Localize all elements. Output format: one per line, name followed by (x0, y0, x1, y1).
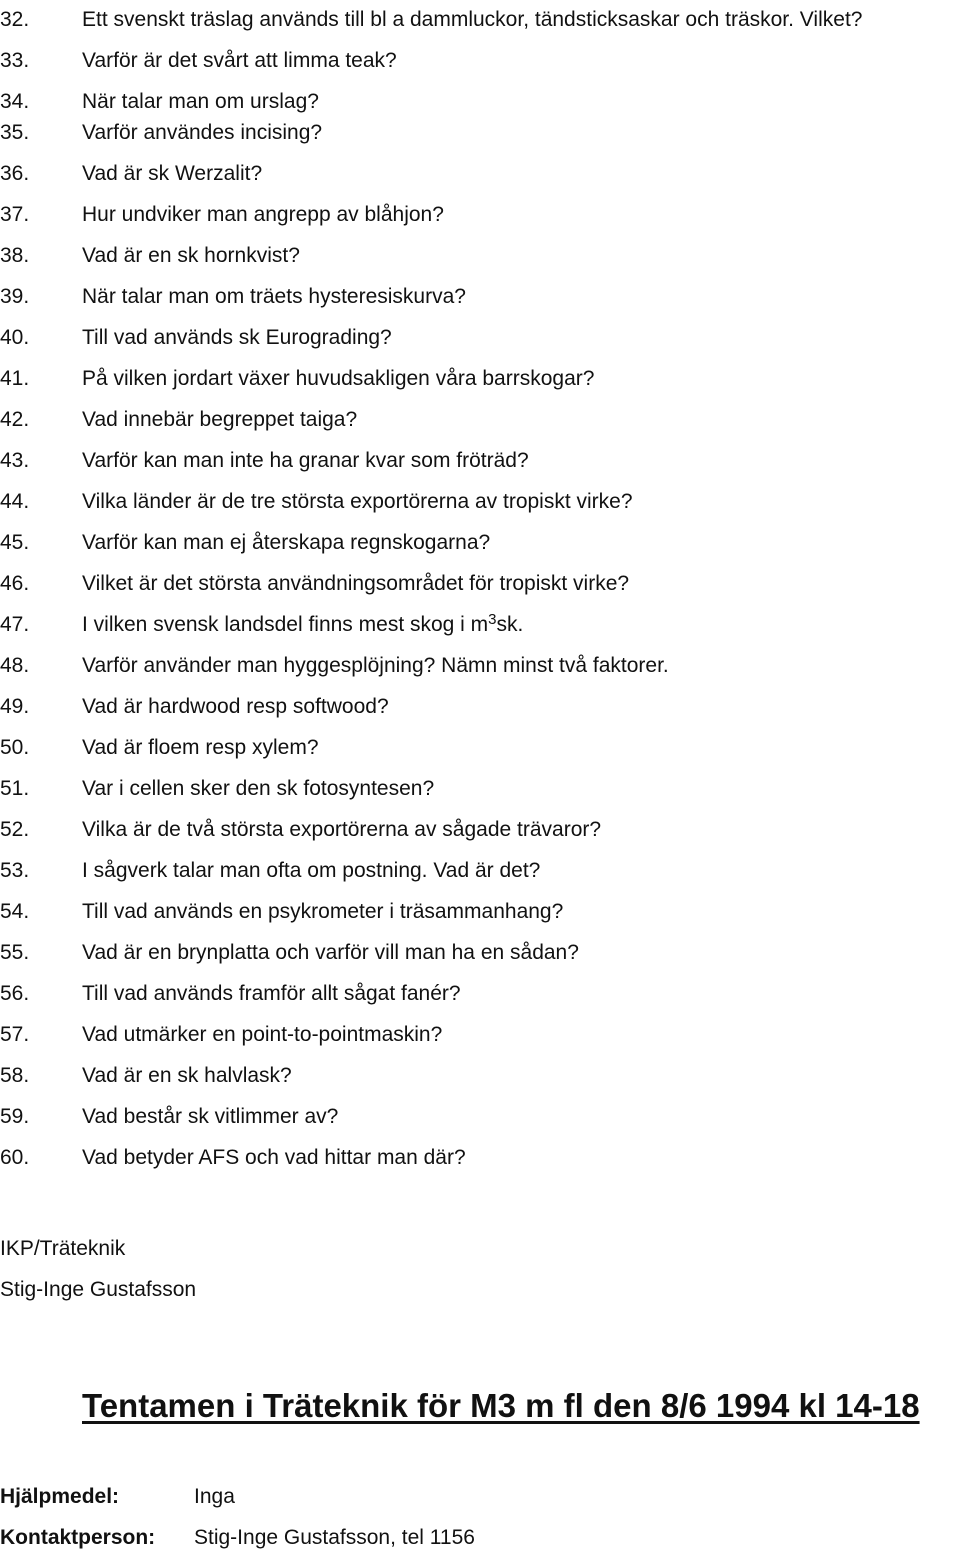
question-number: 41. (0, 367, 30, 390)
contact-label: Kontaktperson: (0, 1526, 156, 1549)
question-text-main: I vilken svensk landsdel finns mest skog i m (82, 613, 489, 636)
question-number: 56. (0, 982, 30, 1005)
question-number: 45. (0, 531, 30, 554)
question-number: 36. (0, 162, 30, 185)
question-number: 40. (0, 326, 30, 349)
question-text: Vad innebär begreppet taiga? (82, 408, 358, 431)
question-text: Vilka länder är de tre största exportörerna av tropiskt virke? (82, 490, 633, 513)
question-text: Vad är floem resp xylem? (82, 736, 319, 759)
aids-label: Hjälpmedel: (0, 1485, 120, 1508)
question-text: Vad utmärker en point-to-pointmaskin? (82, 1023, 443, 1046)
question-number: 58. (0, 1064, 30, 1087)
question-text: Till vad används sk Eurograding? (82, 326, 392, 349)
question-number: 34. (0, 90, 30, 113)
superscript-exponent: 3 (488, 611, 497, 628)
question-text: Till vad används en psykrometer i träsammanhang? (82, 900, 564, 923)
question-number: 43. (0, 449, 30, 472)
question-number: 53. (0, 859, 30, 882)
question-text: Var i cellen sker den sk fotosyntesen? (82, 777, 435, 800)
question-number: 51. (0, 777, 30, 800)
question-text: Varför användes incising? (82, 121, 323, 144)
question-number: 32. (0, 8, 30, 31)
question-number: 52. (0, 818, 30, 841)
question-text: Vilket är det största användningsområdet för tropiskt virke? (82, 572, 630, 595)
aids-value: Inga (194, 1485, 235, 1508)
question-text: Vad betyder AFS och vad hittar man där? (82, 1146, 466, 1169)
question-text: Vad är en brynplatta och varför vill man ha en sådan? (82, 941, 579, 964)
question-number: 46. (0, 572, 30, 595)
question-number: 60. (0, 1146, 30, 1169)
question-text: Ett svenskt träslag används till bl a dammluckor, tändsticksaskar och träskor. Vilket? (82, 8, 863, 31)
question-number: 50. (0, 736, 30, 759)
question-number: 33. (0, 49, 30, 72)
contact-value: Stig-Inge Gustafsson, tel 1156 (194, 1526, 475, 1549)
question-text: Varför kan man inte ha granar kvar som fröträd? (82, 449, 529, 472)
question-number: 47. (0, 613, 30, 636)
question-text: Vad är sk Werzalit? (82, 162, 263, 185)
question-number: 42. (0, 408, 30, 431)
question-number: 49. (0, 695, 30, 718)
question-text (82, 610, 523, 640)
question-text: Hur undviker man angrepp av blåhjon? (82, 203, 444, 226)
question-number: 37. (0, 203, 30, 226)
question-text: Vad är en sk hornkvist? (82, 244, 300, 267)
question-number: 38. (0, 244, 30, 267)
question-number: 48. (0, 654, 30, 677)
question-text: På vilken jordart växer huvudsakligen våra barrskogar? (82, 367, 595, 390)
question-text: Varför är det svårt att limma teak? (82, 49, 397, 72)
question-text: Vad är hardwood resp softwood? (82, 695, 389, 718)
question-text: När talar man om träets hysteresiskurva? (82, 285, 466, 308)
exam-title: Tentamen i Träteknik för M3 m fl den 8/6 1994 kl 14-18 (82, 1387, 920, 1424)
question-number: 57. (0, 1023, 30, 1046)
question-text: Vad är en sk halvlask? (82, 1064, 292, 1087)
question-number: 55. (0, 941, 30, 964)
question-number: 35. (0, 121, 30, 144)
department-line: IKP/Träteknik (0, 1237, 126, 1260)
question-text: Vad består sk vitlimmer av? (82, 1105, 339, 1128)
question-number: 39. (0, 285, 30, 308)
author-line: Stig-Inge Gustafsson (0, 1278, 197, 1301)
question-text: När talar man om urslag? (82, 90, 319, 113)
question-text: Varför använder man hyggesplöjning? Nämn minst två faktorer. (82, 654, 669, 677)
question-text-suffix: sk. (496, 613, 524, 636)
question-number: 59. (0, 1105, 30, 1128)
question-text: Vilka är de två största exportörerna av sågade trävaror? (82, 818, 602, 841)
question-number: 54. (0, 900, 30, 923)
question-text: Varför kan man ej återskapa regnskogarna? (82, 531, 491, 554)
question-number: 44. (0, 490, 30, 513)
question-text: I sågverk talar man ofta om postning. Vad är det? (82, 859, 541, 882)
question-text: Till vad används framför allt sågat fanér? (82, 982, 461, 1005)
